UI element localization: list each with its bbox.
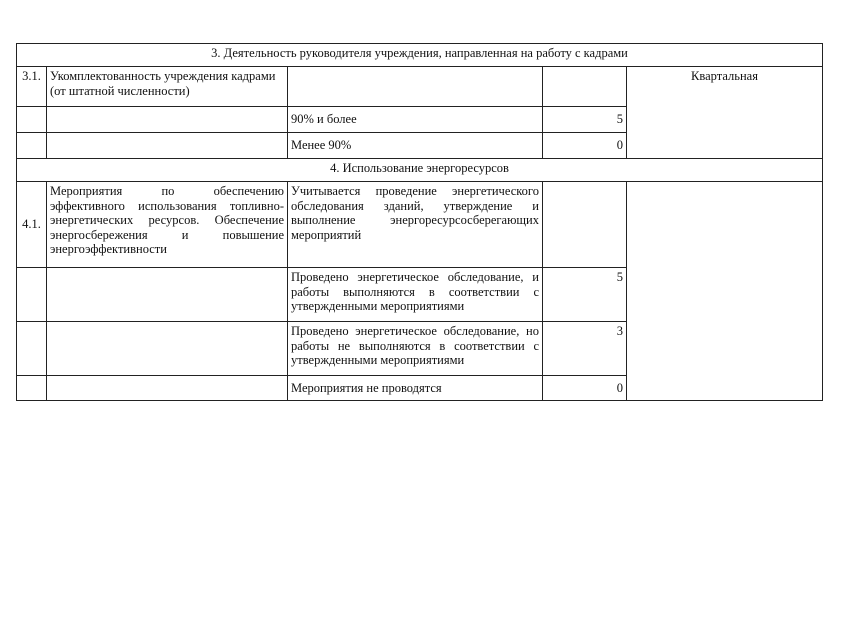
points-cell bbox=[543, 67, 627, 107]
item-name-empty bbox=[47, 133, 288, 159]
section-header-row bbox=[17, 159, 823, 182]
item-number: 4.1. bbox=[17, 182, 47, 268]
item-name: Мероприятия по обеспечению эффективного использования топливно-энергетических ресурсов. Обеспечение энергосбережения и повышение энергоэффективности bbox=[47, 182, 288, 268]
table-row bbox=[17, 182, 823, 268]
table-row bbox=[17, 67, 823, 107]
criterion-text: Проведено энергетическое обследование, и работы выполняются в соответствии с утвержденными мероприятиями bbox=[288, 268, 543, 322]
section-title: 3. Деятельность руководителя учреждения, направленная на работу с кадрами bbox=[17, 44, 823, 67]
section-header-row bbox=[17, 44, 823, 67]
item-name-empty bbox=[47, 322, 288, 376]
section-title: 4. Использование энергоресурсов bbox=[17, 159, 823, 182]
criterion-cell bbox=[288, 67, 543, 107]
item-name-empty bbox=[47, 268, 288, 322]
criterion-points: 0 bbox=[543, 376, 627, 401]
item-number: 3.1. bbox=[17, 67, 47, 107]
item-name-empty bbox=[47, 107, 288, 133]
item-number-empty bbox=[17, 268, 47, 322]
item-number-empty bbox=[17, 107, 47, 133]
criterion-points: 3 bbox=[543, 322, 627, 376]
criterion-points: 5 bbox=[543, 107, 627, 133]
item-number-empty bbox=[17, 322, 47, 376]
criterion-text: Проведено энергетическое обследование, но работы не выполняются в соответствии с утвержденными мероприятиями bbox=[288, 322, 543, 376]
criterion-text: Менее 90% bbox=[288, 133, 543, 159]
item-name-empty bbox=[47, 376, 288, 401]
points-cell bbox=[543, 182, 627, 268]
criterion-text: Мероприятия не проводятся bbox=[288, 376, 543, 401]
periodicity: Квартальная bbox=[627, 67, 823, 159]
periodicity-empty bbox=[627, 182, 823, 401]
criterion-points: 0 bbox=[543, 133, 627, 159]
item-condition: Учитывается проведение энергетического обследования зданий, утверждение и выполнение энергоресурсосберегающих мероприятий bbox=[288, 182, 543, 268]
criteria-table bbox=[16, 43, 823, 401]
item-number-empty bbox=[17, 133, 47, 159]
criterion-text: 90% и более bbox=[288, 107, 543, 133]
criterion-points: 5 bbox=[543, 268, 627, 322]
item-number-empty bbox=[17, 376, 47, 401]
item-name: Укомплектованность учреждения кадрами (от штатной численности) bbox=[47, 67, 288, 107]
